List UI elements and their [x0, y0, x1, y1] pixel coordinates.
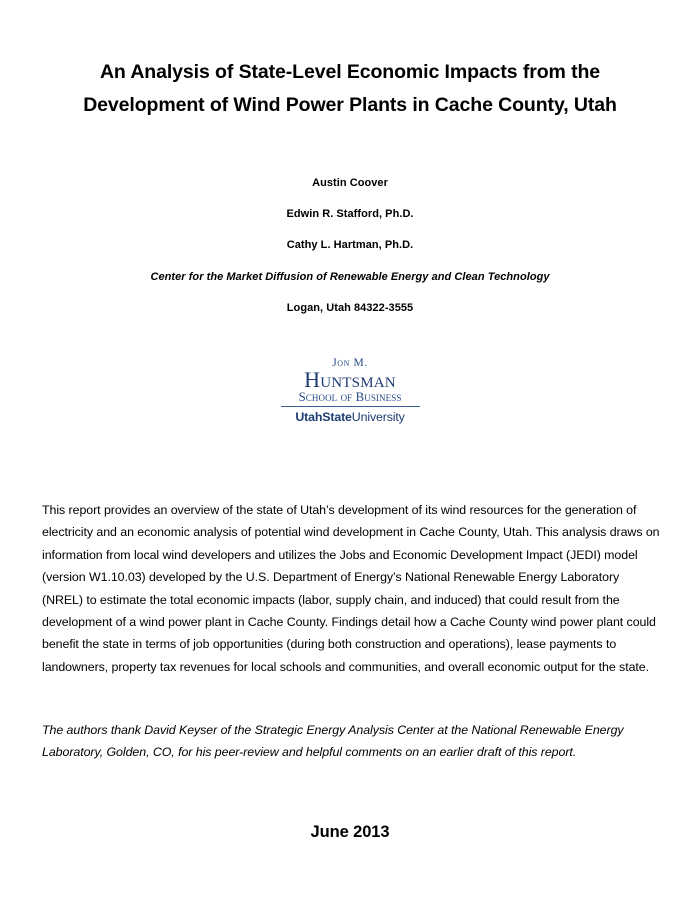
abstract-paragraph: This report provides an overview of the state of Utah’s development of its wind resources for the generation of electricity and an economic analysis of potential wind development in Cache County, Utah. This analysis draws on information from local wind developers and utilizes the Jobs and Economic Development Impact (JEDI) model (version W1.10.03) developed by the U.S. Department of Energy’s National Renewable Energy Laboratory (NREL) to estimate the total economic impacts (labor, supply chain, and induced) that could result from the development of a wind power plant in Cache County. Findings detail how a Cache County wind power plant could benefit the state in terms of job opportunities (during both construction and operations), lease payments to landowners, property tax revenues for local schools and communities, and overall economic output for the state.: [42, 503, 660, 674]
title-line-2: Development of Wind Power Plants in Cache County, Utah: [83, 94, 617, 116]
logo-jon-m-text: Jon M.: [332, 357, 368, 369]
author-name-2: Edwin R. Stafford, Ph.D.: [286, 208, 414, 221]
usu-wordmark-light: University: [351, 410, 405, 424]
utah-state-university-wordmark: [279, 410, 421, 424]
usu-wordmark-bold: UtahState: [295, 410, 352, 424]
author-name-1: Austin Coover: [312, 177, 388, 189]
publication-date-block: [50, 823, 650, 842]
logo-divider-rule: [281, 406, 420, 407]
author-credits: [50, 168, 650, 324]
huntsman-school-of-business-logo: [279, 357, 421, 424]
publication-date: June 2013: [310, 823, 390, 841]
author-name-3: Cathy L. Hartman, Ph.D.: [286, 239, 414, 252]
acknowledgement-paragraph: The authors thank David Keyser of the Strategic Energy Analysis Center at the National Renewable Energy Laboratory, Golden, CO, for his peer-review and helpful comments on an earlier draft of this report.: [42, 723, 624, 760]
page-title: [50, 56, 650, 122]
affiliation-center: Center for the Market Diffusion of Renewable Energy and Clean Technology: [150, 270, 550, 283]
logo-container: [0, 357, 700, 424]
title-line-1: An Analysis of State-Level Economic Impacts from the: [99, 61, 601, 83]
logo-huntsman-text: Huntsman: [304, 367, 396, 392]
affiliation-address: Logan, Utah 84322-3555: [286, 301, 414, 314]
logo-school-of-business-text: School of Business: [298, 390, 402, 404]
